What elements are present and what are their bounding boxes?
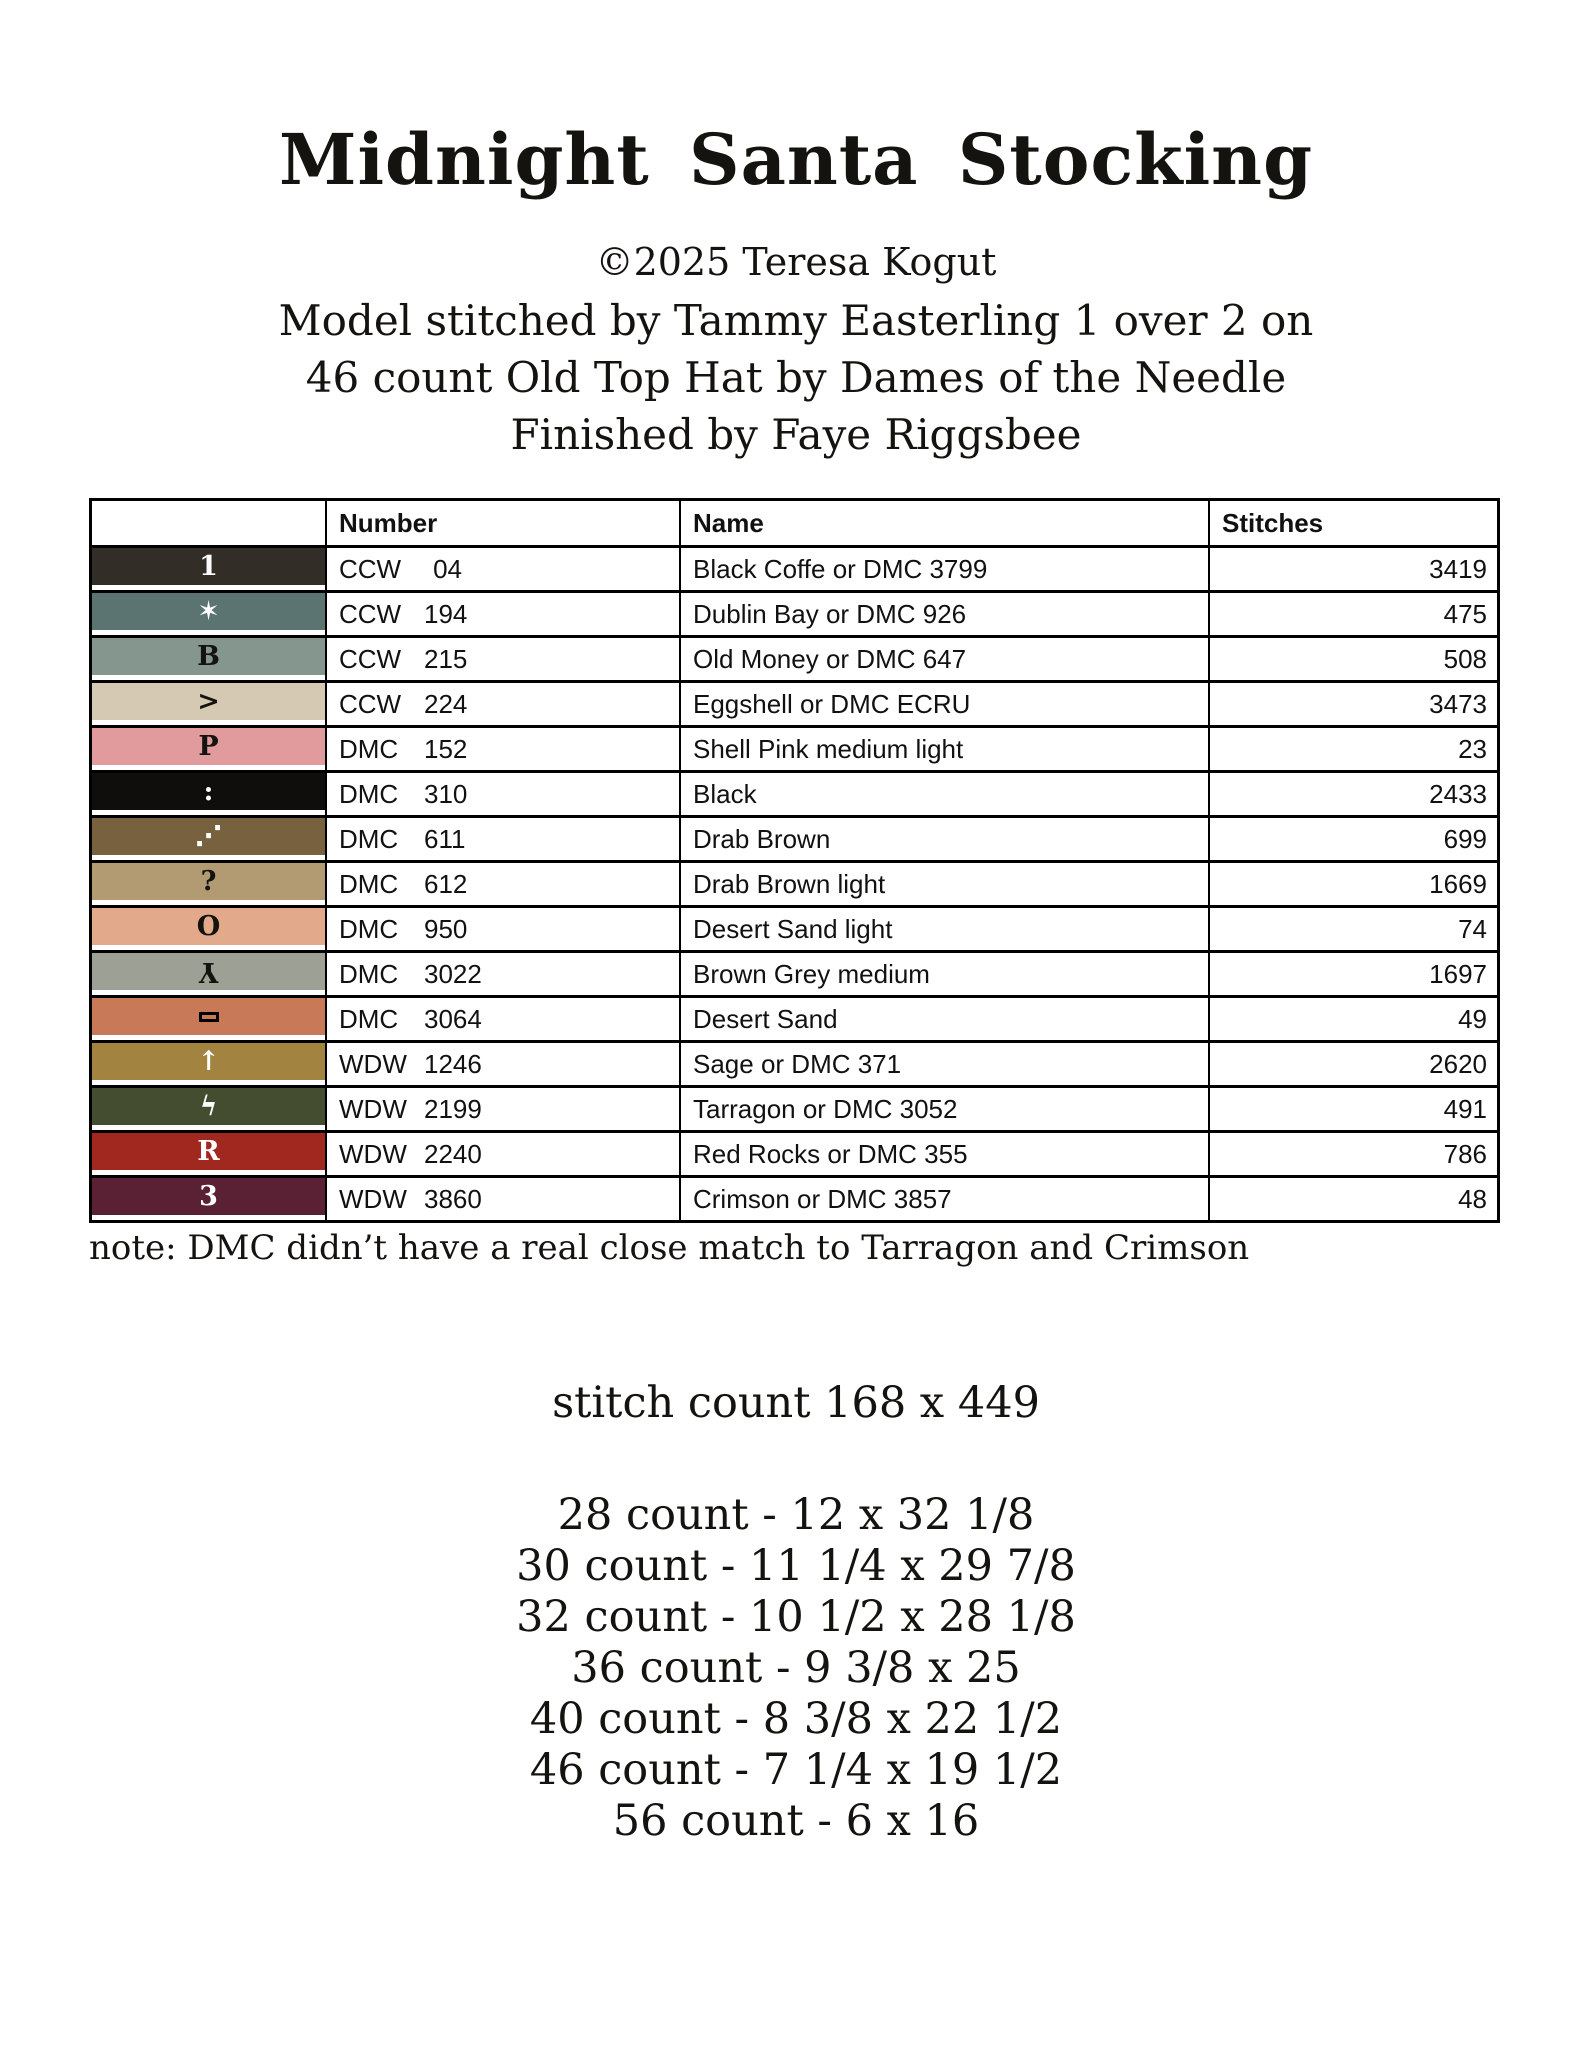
color-name-cell: Red Rocks or DMC 355 bbox=[679, 1133, 1208, 1175]
floss-brand: DMC bbox=[339, 823, 399, 854]
copyright-line: ©2025 Teresa Kogut bbox=[595, 240, 997, 284]
stitches-count-cell: 2433 bbox=[1208, 773, 1497, 815]
color-swatch bbox=[92, 593, 325, 630]
symbol-cell bbox=[92, 1088, 325, 1130]
symbol-cell bbox=[92, 953, 325, 995]
stitch-symbol-icon: > bbox=[197, 686, 220, 717]
number-cell bbox=[325, 998, 679, 1040]
number-cell bbox=[325, 683, 679, 725]
floss-code: 1246 bbox=[424, 1048, 482, 1079]
header-stitches-cell: Stitches bbox=[1208, 501, 1497, 545]
color-name-cell: Drab Brown light bbox=[679, 863, 1208, 905]
stitches-count-cell: 2620 bbox=[1208, 1043, 1497, 1085]
floss-brand: CCW bbox=[339, 643, 402, 674]
stitch-symbol-icon: ✶ bbox=[197, 596, 220, 627]
color-swatch bbox=[92, 1043, 325, 1080]
symbol-cell bbox=[92, 818, 325, 860]
stitches-count-cell: 508 bbox=[1208, 638, 1497, 680]
legend-row-dmc-612 bbox=[92, 860, 1497, 905]
symbol-cell bbox=[92, 593, 325, 635]
symbol-cell bbox=[92, 998, 325, 1040]
legend-row-dmc-950 bbox=[92, 905, 1497, 950]
color-name-cell: Shell Pink medium light bbox=[679, 728, 1208, 770]
fabric-size-line-5: 40 count - 8 3/8 x 22 1/2 bbox=[529, 1694, 1063, 1744]
floss-code: 04 bbox=[433, 553, 462, 584]
floss-code: 152 bbox=[424, 733, 468, 764]
legend-row-dmc-3022 bbox=[92, 950, 1497, 995]
stitches-count-cell: 1697 bbox=[1208, 953, 1497, 995]
stitch-count-line: stitch count 168 x 449 bbox=[552, 1378, 1040, 1428]
number-cell bbox=[325, 1133, 679, 1175]
color-swatch bbox=[92, 818, 325, 855]
fabric-size-line-3: 32 count - 10 1/2 x 28 1/8 bbox=[516, 1592, 1076, 1642]
stitches-count-cell: 475 bbox=[1208, 593, 1497, 635]
floss-brand: CCW bbox=[339, 553, 402, 584]
fabric-size-line-4: 36 count - 9 3/8 x 25 bbox=[571, 1643, 1021, 1693]
floss-code: 310 bbox=[424, 778, 468, 809]
legend-row-wdw-3860 bbox=[92, 1175, 1497, 1220]
symbol-cell bbox=[92, 1043, 325, 1085]
fabric-size-line-7: 56 count - 6 x 16 bbox=[612, 1796, 980, 1846]
stitch-symbol-icon: ⋰ bbox=[195, 821, 222, 852]
note-text: note: DMC didn’t have a real close match to Tarragon and Crimson bbox=[89, 1228, 1250, 1268]
subtitle-line-3: Finished by Faye Riggsbee bbox=[510, 410, 1082, 459]
floss-brand: WDW bbox=[339, 1048, 407, 1079]
stitch-symbol-icon: ϟ bbox=[199, 1091, 218, 1122]
symbol-cell bbox=[92, 908, 325, 950]
symbol-cell bbox=[92, 683, 325, 725]
color-swatch bbox=[92, 1088, 325, 1125]
floss-code: 3860 bbox=[424, 1183, 482, 1214]
number-cell bbox=[325, 1178, 679, 1220]
stitch-symbol-icon: O bbox=[196, 911, 221, 942]
number-cell bbox=[325, 548, 679, 590]
symbol-cell bbox=[92, 728, 325, 770]
floss-code: 611 bbox=[424, 823, 466, 854]
floss-code: 950 bbox=[424, 913, 468, 944]
fabric-size-list bbox=[0, 1490, 1592, 1847]
stitches-count-cell: 699 bbox=[1208, 818, 1497, 860]
stitches-count-cell: 49 bbox=[1208, 998, 1497, 1040]
floss-code: 224 bbox=[424, 688, 468, 719]
stitch-symbol-icon: R bbox=[197, 1136, 220, 1167]
color-name-cell: Brown Grey medium bbox=[679, 953, 1208, 995]
stitch-symbol-icon: 3 bbox=[199, 1181, 218, 1212]
stitches-count-cell: 3473 bbox=[1208, 683, 1497, 725]
symbol-cell bbox=[92, 863, 325, 905]
number-cell bbox=[325, 908, 679, 950]
floss-brand: DMC bbox=[339, 868, 399, 899]
legend-row-dmc-152 bbox=[92, 725, 1497, 770]
stitches-count-cell: 1669 bbox=[1208, 863, 1497, 905]
stitches-count-cell: 491 bbox=[1208, 1088, 1497, 1130]
color-swatch bbox=[92, 683, 325, 720]
color-name-cell: Dublin Bay or DMC 926 bbox=[679, 593, 1208, 635]
number-cell bbox=[325, 638, 679, 680]
legend-row-dmc-310 bbox=[92, 770, 1497, 815]
number-cell bbox=[325, 593, 679, 635]
number-cell bbox=[325, 1088, 679, 1130]
color-swatch bbox=[92, 1133, 325, 1170]
stitch-symbol-icon: : bbox=[203, 776, 214, 807]
floss-code: 215 bbox=[424, 643, 468, 674]
number-cell bbox=[325, 953, 679, 995]
symbol-cell bbox=[92, 773, 325, 815]
floss-brand: DMC bbox=[339, 778, 399, 809]
color-swatch bbox=[92, 1178, 325, 1215]
stitches-count-cell: 3419 bbox=[1208, 548, 1497, 590]
stitches-count-cell: 23 bbox=[1208, 728, 1497, 770]
color-swatch bbox=[92, 548, 325, 585]
header-name-cell: Name bbox=[679, 501, 1208, 545]
color-name-cell: Crimson or DMC 3857 bbox=[679, 1178, 1208, 1220]
subtitle-line-2: 46 count Old Top Hat by Dames of the Needle bbox=[305, 353, 1287, 402]
page-title: Midnight Santa Stocking bbox=[278, 118, 1314, 201]
header-symbol-cell bbox=[92, 501, 325, 545]
symbol-cell bbox=[92, 548, 325, 590]
symbol-cell bbox=[92, 1178, 325, 1220]
floss-brand: DMC bbox=[339, 913, 399, 944]
legend-header-row bbox=[92, 501, 1497, 545]
floss-brand: DMC bbox=[339, 1003, 399, 1034]
color-swatch bbox=[92, 728, 325, 765]
floss-legend-table bbox=[89, 498, 1500, 1223]
stitch-symbol-icon: P bbox=[198, 731, 219, 762]
number-cell bbox=[325, 773, 679, 815]
legend-row-ccw-215 bbox=[92, 635, 1497, 680]
color-name-cell: Sage or DMC 371 bbox=[679, 1043, 1208, 1085]
legend-row-ccw-224 bbox=[92, 680, 1497, 725]
color-name-cell: Desert Sand bbox=[679, 998, 1208, 1040]
rectangle-symbol-icon bbox=[199, 1012, 219, 1022]
legend-row-wdw-2199 bbox=[92, 1085, 1497, 1130]
floss-code: 2240 bbox=[424, 1138, 482, 1169]
color-name-cell: Drab Brown bbox=[679, 818, 1208, 860]
floss-brand: DMC bbox=[339, 733, 399, 764]
floss-code: 3022 bbox=[424, 958, 482, 989]
number-cell bbox=[325, 1043, 679, 1085]
color-swatch bbox=[92, 863, 325, 900]
floss-brand: WDW bbox=[339, 1183, 407, 1214]
stitch-symbol-icon: B bbox=[197, 641, 220, 672]
color-name-cell: Eggshell or DMC ECRU bbox=[679, 683, 1208, 725]
color-swatch bbox=[92, 953, 325, 990]
stitch-symbol-icon: 1 bbox=[199, 551, 218, 582]
number-cell bbox=[325, 863, 679, 905]
legend-row-dmc-3064 bbox=[92, 995, 1497, 1040]
color-name-cell: Black Coffe or DMC 3799 bbox=[679, 548, 1208, 590]
color-swatch bbox=[92, 908, 325, 945]
floss-brand: WDW bbox=[339, 1138, 407, 1169]
fabric-size-line-1: 28 count - 12 x 32 1/8 bbox=[557, 1490, 1035, 1540]
stitch-symbol-icon: ↑ bbox=[197, 1046, 220, 1077]
color-name-cell: Old Money or DMC 647 bbox=[679, 638, 1208, 680]
legend-row-wdw-1246 bbox=[92, 1040, 1497, 1085]
legend-row-ccw-04 bbox=[92, 545, 1497, 590]
fabric-size-line-2: 30 count - 11 1/4 x 29 7/8 bbox=[516, 1541, 1076, 1591]
legend-row-ccw-194 bbox=[92, 590, 1497, 635]
color-name-cell: Desert Sand light bbox=[679, 908, 1208, 950]
color-name-cell: Tarragon or DMC 3052 bbox=[679, 1088, 1208, 1130]
legend-row-wdw-2240 bbox=[92, 1130, 1497, 1175]
floss-brand: WDW bbox=[339, 1093, 407, 1124]
floss-brand: CCW bbox=[339, 688, 402, 719]
stitch-symbol-icon: ? bbox=[200, 866, 217, 897]
floss-code: 194 bbox=[424, 598, 468, 629]
symbol-cell bbox=[92, 638, 325, 680]
stitches-count-cell: 786 bbox=[1208, 1133, 1497, 1175]
floss-code: 3064 bbox=[424, 1003, 482, 1034]
floss-brand: CCW bbox=[339, 598, 402, 629]
fabric-size-line-6: 46 count - 7 1/4 x 19 1/2 bbox=[529, 1745, 1063, 1795]
color-name-cell: Black bbox=[679, 773, 1208, 815]
number-cell bbox=[325, 818, 679, 860]
legend-row-dmc-611 bbox=[92, 815, 1497, 860]
header-number-cell: Number bbox=[325, 501, 679, 545]
stitch-symbol-icon: Y bbox=[198, 956, 219, 987]
color-swatch bbox=[92, 998, 325, 1035]
color-swatch bbox=[92, 638, 325, 675]
floss-code: 612 bbox=[424, 868, 468, 899]
subtitle-block bbox=[0, 292, 1592, 463]
floss-code: 2199 bbox=[424, 1093, 482, 1124]
floss-brand: DMC bbox=[339, 958, 399, 989]
stitches-count-cell: 74 bbox=[1208, 908, 1497, 950]
number-cell bbox=[325, 728, 679, 770]
symbol-cell bbox=[92, 1133, 325, 1175]
color-swatch bbox=[92, 773, 325, 810]
stitches-count-cell: 48 bbox=[1208, 1178, 1497, 1220]
subtitle-line-1: Model stitched by Tammy Easterling 1 over 2 on bbox=[278, 296, 1314, 345]
